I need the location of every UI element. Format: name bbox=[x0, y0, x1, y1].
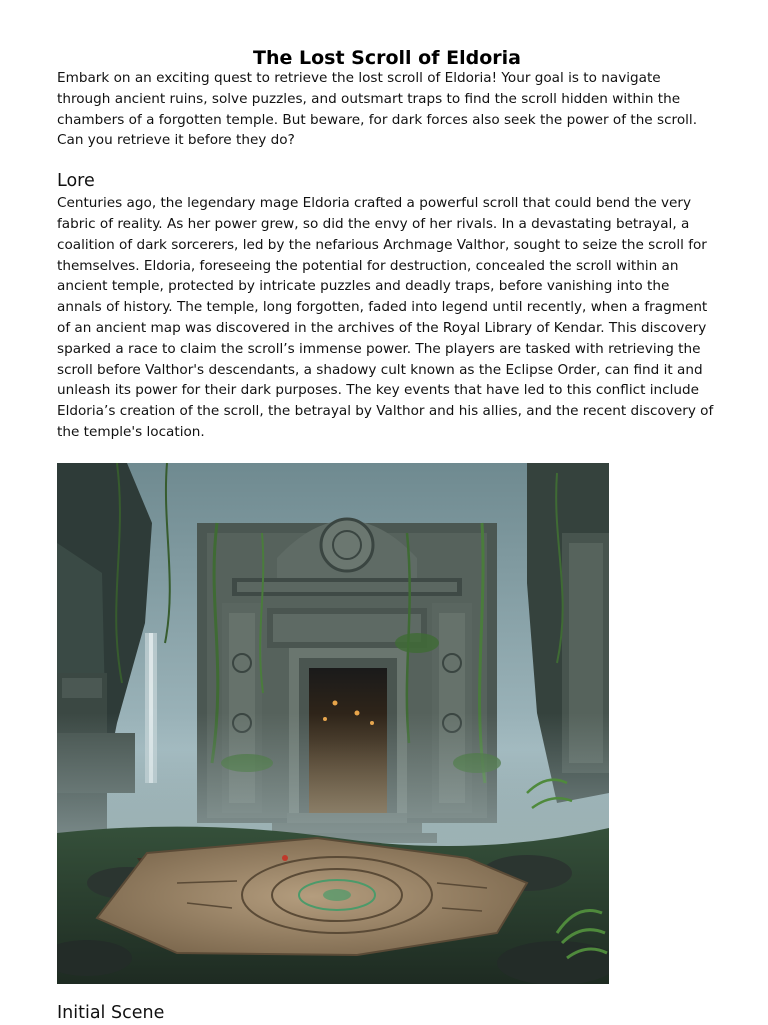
lore-paragraph: Centuries ago, the legendary mage Eldoria crafted a powerful scroll that could bend the very fabric of reality. As her power grew, so did the envy of her rivals. In a devastating betrayal, a coalition of dark sorcerers, led by the nefarious Archmage Valthor, sought to seize the scroll for themselves. Eldoria, foreseeing the potential for destruction, concealed the scroll within an ancient temple, protected by intricate puzzles and deadly traps, before vanishing into the annals of history. The temple, long forgotten, faded into legend until recently, when a fragment of an ancient map was discovered in the archives of the Royal Library of Kendar. This discovery sparked a race to claim the scroll’s immense power. The players are tasked with retrieving the scroll before Valthor's descendants, a shadowy cult known as the Eclipse Order, can find it and unleash its power for their dark purposes. The key events that have led to this conflict include Eldoria’s creation of the scroll, the betrayal by Valthor and his allies, and the recent discovery of the temple's location. bbox=[57, 195, 714, 440]
intro-paragraph: Embark on an exciting quest to retrieve the lost scroll of Eldoria! Your goal is to navigate through ancient ruins, solve puzzles, and outsmart traps to find the scroll hidden within the chambers of a forgotten temple. But beware, for dark forces also seek the power of the scroll. Can you retrieve it before they do? bbox=[57, 70, 698, 149]
lore-heading: Lore bbox=[57, 171, 95, 192]
initial-scene-heading: Initial Scene bbox=[57, 1002, 165, 1023]
temple-illustration bbox=[57, 463, 609, 984]
document-title: The Lost Scroll of Eldoria bbox=[253, 47, 521, 69]
temple-ruins-image bbox=[57, 463, 609, 984]
document-page bbox=[57, 44, 717, 1025]
